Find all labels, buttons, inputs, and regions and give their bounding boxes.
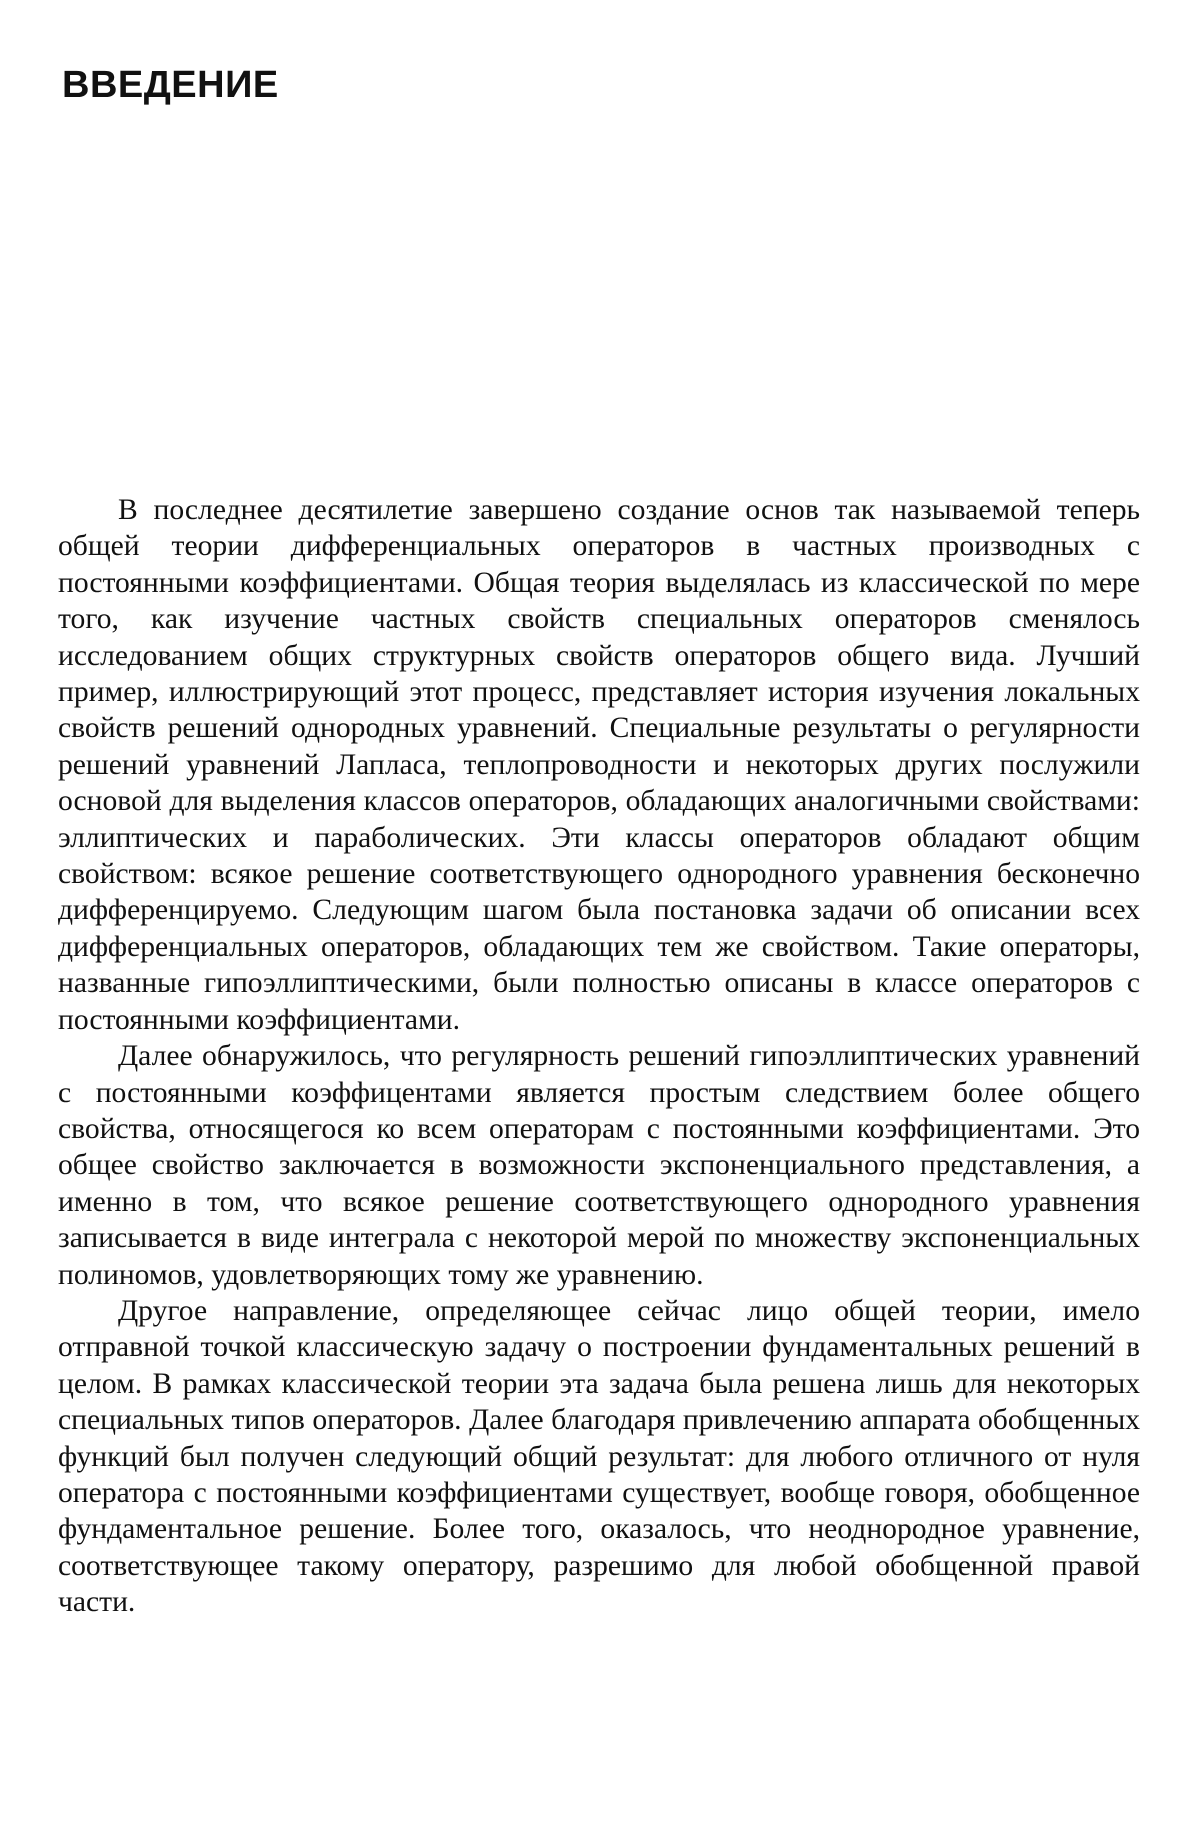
paragraph-3: Другое направление, определяющее сейчас лицо общей теории, имело отправной точкой классическую задачу о построении фундаментальных решений в целом. В рамках классической теории эта задача была решена лишь для некоторых специальных типов операторов. Далее благодаря привлечению аппарата обобщенных функций был получен следующий общий результат: для любого отличного от нуля оператора с постоянными коэффициентами существует, вообще говоря, обобщенное фундаментальное решение. Более того, оказалось, что неоднородное уравнение, соответствующее такому оператору, разрешимо для любой обобщенной правой части. — [58, 1294, 1140, 1619]
body-text — [58, 492, 1140, 1621]
paragraph-2: Далее обнаружилось, что регулярность решений гипоэллиптических уравнений с постоянными коэффицентами является простым следствием более общего свойства, относящегося ко всем операторам с постоянными коэффициентами. Это общее свойство заключается в возможности экспоненциального представления, а именно в том, что всякое решение соответствующего однородного уравнения записывается в виде интеграла с некоторой мерой по множеству экспоненциальных полиномов, удовлетворяющих тому же уравнению. — [58, 1040, 1140, 1291]
paragraph-1: В последнее десятилетие завершено создание основ так называемой теперь общей теории дифференциальных операторов в частных производных с постоянными коэффициентами. Общая теория выделялась из классической по мере того, как изучение частных свойств специальных операторов сменялось исследованием общих структурных свойств операторов общего вида. Лучший пример, иллюстрирующий этот процесс, представляет история изучения локальных свойств решений однородных уравнений. Специальные результаты о регулярности решений уравнений Лапласа, теплопроводности и некоторых других послужили основой для выделения классов операторов, обладающих аналогичными свойствами: эллиптических и параболических. Эти классы операторов обладают общим свойством: всякое решение соответствующего однородного уравнения бесконечно дифференцируемо. Следующим шагом была постановка задачи об описании всех дифференциальных операторов, обладающих тем же свойством. Такие операторы, названные гипоэллиптическими, были полностью описаны в классе операторов с постоянными коэффициентами. — [58, 494, 1140, 1036]
chapter-heading: ВВЕДЕНИЕ — [62, 64, 279, 106]
